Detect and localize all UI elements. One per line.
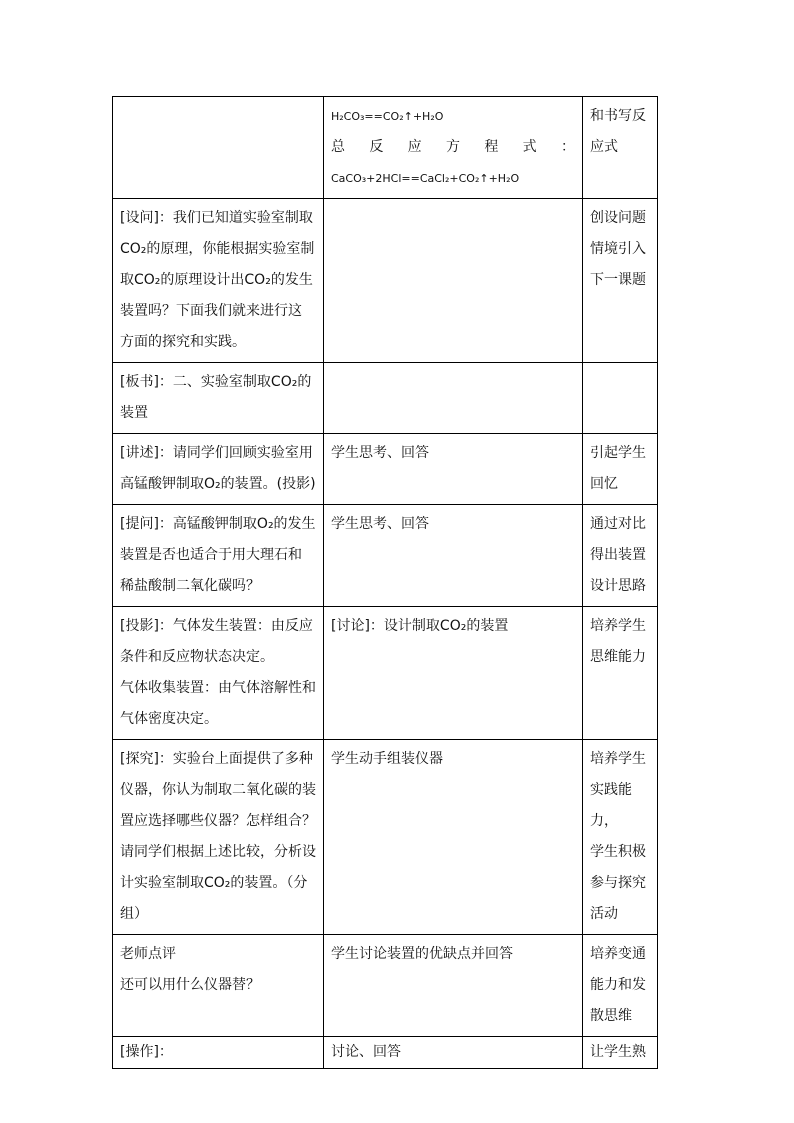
design-intent-cell: 引起学生 回忆: [583, 434, 658, 505]
teacher-activity-cell: [讲述]：请同学们回顾实验室用 高锰酸钾制取O₂的装置。(投影): [113, 434, 324, 505]
table-row: [113, 97, 658, 199]
table-row: [113, 199, 658, 363]
student-activity-cell: 学生思考、回答: [324, 434, 583, 505]
teacher-activity-cell: [探究]：实验台上面提供了多种 仪器，你认为制取二氧化碳的装 置应选择哪些仪器？怎样组合？ 请同学们根据上述比较，分析设 计实验室制取CO₂的装置。（分 组）: [113, 740, 324, 935]
table-row: [113, 1037, 658, 1069]
teacher-activity-cell: [提问]：高锰酸钾制取O₂的发生 装置是否也适合于用大理石和 稀盐酸制二氧化碳吗？: [113, 505, 324, 607]
table-row: [113, 434, 658, 505]
equation-carbonic-acid: H₂CO₃==CO₂↑+H₂O: [331, 110, 444, 123]
total-equation-label: 总 反 应 方 程 式 ：: [331, 139, 575, 155]
student-activity-cell: [324, 97, 583, 199]
student-activity-cell: [324, 199, 583, 363]
student-activity-cell: 学生讨论装置的优缺点并回答: [324, 935, 583, 1037]
design-intent-cell: [583, 363, 658, 434]
teacher-activity-cell: [板书]：二、实验室制取CO₂的 装置: [113, 363, 324, 434]
teacher-activity-cell: [设问]：我们已知道实验室制取 CO₂的原理，你能根据实验室制 取CO₂的原理设计出CO₂的发生 装置吗？下面我们就来进行这 方面的探究和实践。: [113, 199, 324, 363]
design-intent-cell: 让学生熟: [583, 1037, 658, 1069]
design-intent-cell: 和书写反 应式: [583, 97, 658, 199]
teacher-activity-cell: 老师点评 还可以用什么仪器替？: [113, 935, 324, 1037]
teacher-activity-cell: [投影]：气体发生装置：由反应 条件和反应物状态决定。 气体收集装置：由气体溶解性和 气体密度决定。: [113, 607, 324, 740]
table-row: [113, 607, 658, 740]
student-activity-cell: 学生思考、回答: [324, 505, 583, 607]
student-activity-cell: [324, 363, 583, 434]
equation-total-reaction: CaCO₃+2HCl==CaCl₂+CO₂↑+H₂O: [331, 172, 520, 185]
student-activity-cell: 学生动手组装仪器: [324, 740, 583, 935]
student-activity-cell: [讨论]：设计制取CO₂的装置: [324, 607, 583, 740]
table-row: [113, 363, 658, 434]
design-intent-cell: 培养学生 思维能力: [583, 607, 658, 740]
student-activity-cell: 讨论、回答: [324, 1037, 583, 1069]
table-row: [113, 505, 658, 607]
design-intent-cell: 培养变通 能力和发 散思维: [583, 935, 658, 1037]
teacher-activity-cell: [113, 97, 324, 199]
table-row: [113, 935, 658, 1037]
design-intent-cell: 创设问题 情境引入 下一课题: [583, 199, 658, 363]
design-intent-cell: 通过对比 得出装置 设计思路: [583, 505, 658, 607]
lesson-plan-table: [112, 96, 658, 1069]
teacher-activity-cell: [操作]：: [113, 1037, 324, 1069]
design-intent-cell: 培养学生 实践能力， 学生积极 参与探究 活动: [583, 740, 658, 935]
table-row: [113, 740, 658, 935]
